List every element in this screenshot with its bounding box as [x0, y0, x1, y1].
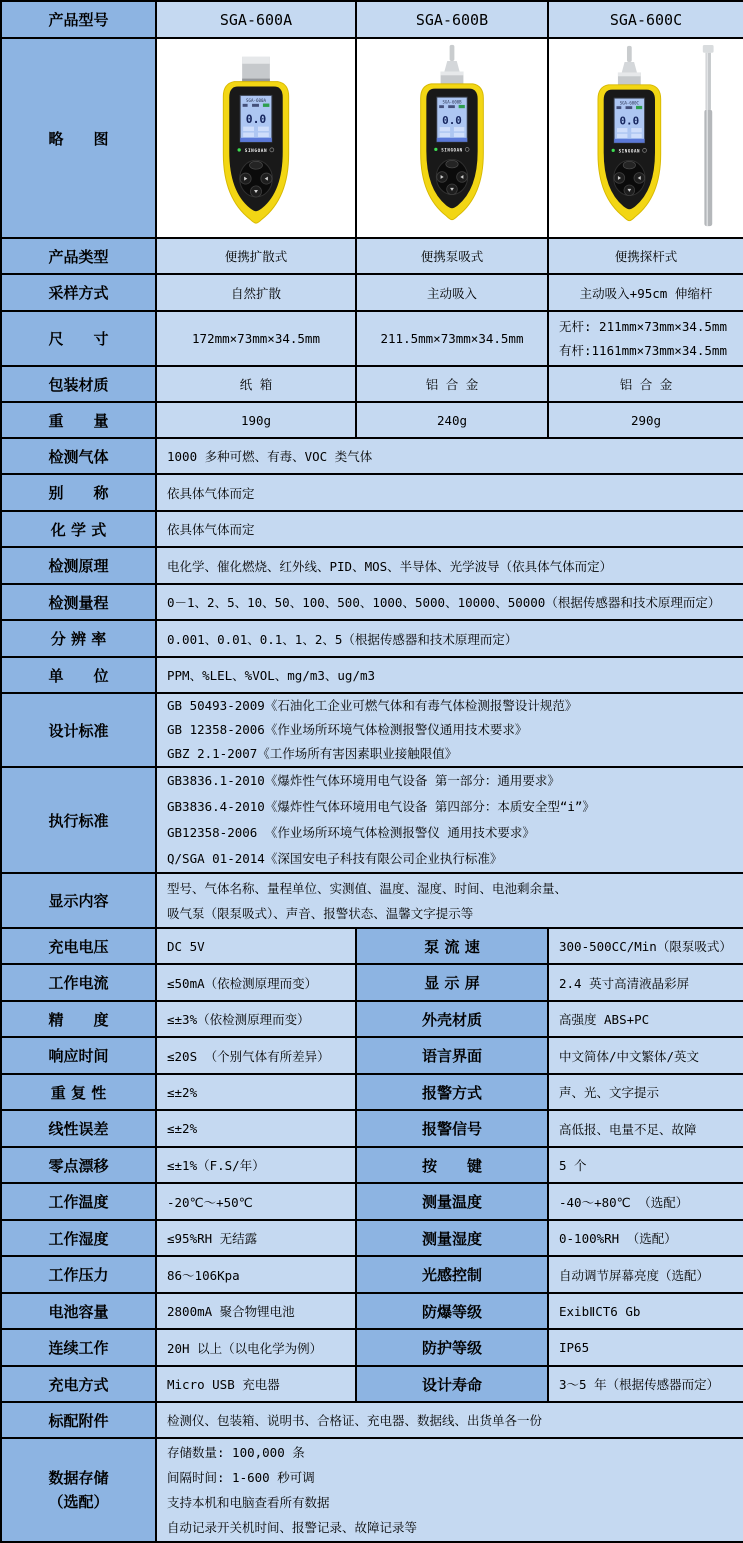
row-label: 设计标准 — [1, 693, 156, 767]
cell-value: PPM、%LEL、%VOL、mg/m3、ug/m3 — [156, 657, 743, 693]
cell-value: 172mm×73mm×34.5mm — [156, 311, 356, 366]
row-sampling-method — [1, 274, 743, 311]
cell-value: 高低报、电量不足、故障 — [548, 1110, 743, 1147]
lcd-status-icons — [439, 105, 444, 108]
row-label: 工作压力 — [1, 1256, 156, 1293]
row-working-temp-measure-temp — [1, 1183, 743, 1220]
cell-value: 铝 合 金 — [356, 366, 548, 402]
brand-label: SINGOAN — [618, 148, 641, 154]
row-working-pressure-light-control — [1, 1256, 743, 1293]
status-led — [237, 148, 240, 151]
row-label: 显示内容 — [1, 873, 156, 928]
pump-probe — [441, 45, 464, 85]
cell-value: 主动吸入+95cm 伸缩杆 — [548, 274, 743, 311]
row-label: 设计寿命 — [356, 1366, 548, 1402]
storage-line: 间隔时间: 1-600 秒可调 — [167, 1470, 315, 1485]
dimension-line: 无杆: 211mm×73mm×34.5mm — [559, 318, 727, 334]
row-label: 连续工作 — [1, 1329, 156, 1366]
row-label: 充电方式 — [1, 1366, 156, 1402]
device-image-sga-600b — [357, 39, 547, 237]
row-label: 显 示 屏 — [356, 964, 548, 1001]
row-label: 重 复 性 — [1, 1074, 156, 1110]
cell-value: 211.5mm×73mm×34.5mm — [356, 311, 548, 366]
row-label: 充电电压 — [1, 928, 156, 964]
cell-value: 20H 以上（以电化学为例） — [156, 1329, 356, 1366]
menu-button-icon — [250, 161, 263, 169]
storage-label-line: （选配） — [48, 1493, 109, 1511]
svg-text:SGA-600B: SGA-600B — [442, 99, 462, 105]
battery-icon — [263, 104, 269, 107]
device-image-sga-600c — [550, 39, 742, 237]
device-image-sga-600a — [157, 39, 355, 237]
cell-value: 290g — [548, 402, 743, 438]
cell-value — [156, 873, 743, 928]
lcd-reading: 0.0 — [619, 114, 640, 128]
cell-value: 电化学、催化燃烧、红外线、PID、MOS、半导体、光学波导（依具体气体而定） — [156, 547, 743, 584]
cell-value: 声、光、文字提示 — [548, 1074, 743, 1110]
row-label: 报警信号 — [356, 1110, 548, 1147]
model-c: SGA-600C — [548, 1, 743, 38]
cell-value: 铝 合 金 — [548, 366, 743, 402]
row-alias — [1, 474, 743, 511]
row-detection-range — [1, 584, 743, 620]
cell-value: 0-100%RH （选配） — [548, 1220, 743, 1256]
lcd-status-icons — [617, 106, 622, 109]
cell-value: -40～+80℃ （选配） — [548, 1183, 743, 1220]
row-label: 执行标准 — [1, 767, 156, 873]
cell-value — [156, 693, 743, 767]
row-label: 包装材质 — [1, 366, 156, 402]
row-label: 泵 流 速 — [356, 928, 548, 964]
row-zero-drift-keys — [1, 1147, 743, 1183]
sketch-cell-b — [356, 38, 548, 238]
row-label: 工作电流 — [1, 964, 156, 1001]
battery-icon — [636, 106, 642, 109]
lcd-screen — [437, 97, 467, 142]
sensor-cap — [242, 57, 270, 82]
battery-icon — [459, 105, 465, 108]
cell-value: 0－1、2、5、10、50、100、500、1000、5000、10000、50000（根据传感器和技术原理而定） — [156, 584, 743, 620]
storage-line: 存储数量: 100,000 条 — [167, 1445, 305, 1460]
row-detected-gas — [1, 438, 743, 474]
cell-value: 便携探杆式 — [548, 238, 743, 274]
lcd-status-icons — [243, 104, 248, 107]
cell-value: 自然扩散 — [156, 274, 356, 311]
row-label: 化 学 式 — [1, 511, 156, 547]
row-working-current-display — [1, 964, 743, 1001]
cell-value: 2800mA 聚合物锂电池 — [156, 1293, 356, 1329]
row-packing-material — [1, 366, 743, 402]
menu-button-icon — [446, 160, 458, 168]
standard-line: GB 12358-2006《作业场所环境气体检测报警仪通用技术要求》 — [167, 722, 528, 737]
status-led — [612, 149, 615, 152]
cell-value: -20℃～+50℃ — [156, 1183, 356, 1220]
cell-value: 190g — [156, 402, 356, 438]
row-label: 产品类型 — [1, 238, 156, 274]
cell-value: ≤95%RH 无结露 — [156, 1220, 356, 1256]
cell-value: 240g — [356, 402, 548, 438]
row-label: 单 位 — [1, 657, 156, 693]
lcd-reading: 0.0 — [245, 112, 267, 127]
cell-value: 自动调节屏幕亮度（选配） — [548, 1256, 743, 1293]
row-dimensions — [1, 311, 743, 366]
row-design-standard — [1, 693, 743, 767]
row-detection-principle — [1, 547, 743, 584]
cell-value: 1000 多种可燃、有毒、VOC 类气体 — [156, 438, 743, 474]
row-label: 防爆等级 — [356, 1293, 548, 1329]
row-label: 响应时间 — [1, 1037, 156, 1074]
row-label: 重 量 — [1, 402, 156, 438]
sketch-cell-a — [156, 38, 356, 238]
row-battery-explosion-proof — [1, 1293, 743, 1329]
dimension-line: 有杆:1161mm×73mm×34.5mm — [559, 342, 727, 358]
storage-line: 支持本机和电脑查看所有数据 — [167, 1495, 330, 1510]
row-label: 报警方式 — [356, 1074, 548, 1110]
row-weight — [1, 402, 743, 438]
row-resolution — [1, 620, 743, 657]
row-label: 按 键 — [356, 1147, 548, 1183]
row-label: 外壳材质 — [356, 1001, 548, 1037]
row-label: 电池容量 — [1, 1293, 156, 1329]
cell-value: ≤±2% — [156, 1110, 356, 1147]
cell-value — [156, 767, 743, 873]
header-row — [1, 1, 743, 38]
status-led — [434, 148, 437, 151]
row-chemical-formula — [1, 511, 743, 547]
row-label: 线性误差 — [1, 1110, 156, 1147]
row-product-type — [1, 238, 743, 274]
menu-button-icon — [623, 161, 635, 169]
row-linearity-alarm-signal — [1, 1110, 743, 1147]
cell-value: ≤±3%（依检测原理而变） — [156, 1001, 356, 1037]
standard-line: GBZ 2.1-2007《工作场所有害因素职业接触限值》 — [167, 746, 458, 761]
standard-line: Q/SGA 01-2014《深国安电子科技有限公司企业执行标准》 — [167, 851, 503, 866]
cell-value: 300-500CC/Min（限泵吸式） — [548, 928, 743, 964]
header-label: 产品型号 — [1, 1, 156, 38]
row-label: 检测原理 — [1, 547, 156, 584]
row-label: 精 度 — [1, 1001, 156, 1037]
brand-label: SINGOAN — [441, 147, 463, 153]
cell-value: 便携泵吸式 — [356, 238, 548, 274]
cell-value — [156, 1438, 743, 1542]
cell-value: 中文简体/中文繁体/英文 — [548, 1037, 743, 1074]
cell-value: 0.001、0.01、0.1、1、2、5（根据传感器和技术原理而定） — [156, 620, 743, 657]
cell-value: ≤20S （个别气体有所差异） — [156, 1037, 356, 1074]
row-label: 分 辨 率 — [1, 620, 156, 657]
display-line: 型号、气体名称、量程单位、实测值、温度、湿度、时间、电池剩余量、 — [167, 880, 568, 896]
row-label: 检测量程 — [1, 584, 156, 620]
cell-value: 依具体气体而定 — [156, 474, 743, 511]
row-label: 尺 寸 — [1, 311, 156, 366]
storage-label-line: 数据存储 — [48, 1469, 109, 1487]
cell-value: 纸 箱 — [156, 366, 356, 402]
row-label: 采样方式 — [1, 274, 156, 311]
row-charge-voltage-pump-flow — [1, 928, 743, 964]
lcd-screen — [614, 98, 644, 143]
row-response-time-language — [1, 1037, 743, 1074]
keypad — [436, 159, 467, 194]
standard-line: GB12358-2006 《作业场所环境气体检测报警仪 通用技术要求》 — [167, 825, 535, 840]
row-label: 测量温度 — [356, 1183, 548, 1220]
row-label: 光感控制 — [356, 1256, 548, 1293]
sketch-label: 略 图 — [1, 38, 156, 238]
row-exec-standard — [1, 767, 743, 873]
cell-value: ≤±1%（F.S/年） — [156, 1147, 356, 1183]
row-label: 语言界面 — [356, 1037, 548, 1074]
sketch-row — [1, 38, 743, 238]
row-display-content — [1, 873, 743, 928]
cell-value: 3～5 年（根据传感器而定） — [548, 1366, 743, 1402]
row-label: 标配附件 — [1, 1402, 156, 1438]
row-label: 别 称 — [1, 474, 156, 511]
cell-value: 依具体气体而定 — [156, 511, 743, 547]
row-working-humidity-measure-humidity — [1, 1220, 743, 1256]
row-label: 零点漂移 — [1, 1147, 156, 1183]
model-b: SGA-600B — [356, 1, 548, 38]
row-label: 工作温度 — [1, 1183, 156, 1220]
cell-value: Micro USB 充电器 — [156, 1366, 356, 1402]
lcd-reading: 0.0 — [442, 113, 462, 127]
cell-value: 主动吸入 — [356, 274, 548, 311]
cell-value: ≤50mA（依检测原理而变） — [156, 964, 356, 1001]
lcd-screen — [240, 95, 272, 142]
cell-value: ≤±2% — [156, 1074, 356, 1110]
model-a: SGA-600A — [156, 1, 356, 38]
row-label — [1, 1438, 156, 1542]
keypad — [614, 160, 645, 195]
cell-value — [548, 311, 743, 366]
pump-probe — [618, 46, 641, 86]
telescopic-rod-image — [703, 45, 714, 226]
row-accessories — [1, 1402, 743, 1438]
cell-value: ExibⅡCT6 Gb — [548, 1293, 743, 1329]
keypad — [240, 160, 273, 197]
row-label: 工作湿度 — [1, 1220, 156, 1256]
row-data-storage — [1, 1438, 743, 1542]
row-repeatability-alarm-mode — [1, 1074, 743, 1110]
row-charging-method-design-life — [1, 1366, 743, 1402]
cell-value: 检测仪、包装箱、说明书、合格证、充电器、数据线、出货单各一份 — [156, 1402, 743, 1438]
standard-line: GB3836.1-2010《爆炸性气体环境用电气设备 第一部分：通用要求》 — [167, 773, 560, 788]
row-continuous-work-protection — [1, 1329, 743, 1366]
row-label: 防护等级 — [356, 1329, 548, 1366]
row-label: 检测气体 — [1, 438, 156, 474]
storage-line: 自动记录开关机时间、报警记录、故障记录等 — [167, 1520, 418, 1535]
cell-value: IP65 — [548, 1329, 743, 1366]
cell-value: 2.4 英寸高清液晶彩屏 — [548, 964, 743, 1001]
cell-value: 高强度 ABS+PC — [548, 1001, 743, 1037]
cell-value: 86～106Kpa — [156, 1256, 356, 1293]
cell-value: 便携扩散式 — [156, 238, 356, 274]
row-label: 测量湿度 — [356, 1220, 548, 1256]
row-units — [1, 657, 743, 693]
row-accuracy-shell — [1, 1001, 743, 1037]
standard-line: GB3836.4-2010《爆炸性气体环境用电气设备 第四部分：本质安全型“i”》 — [167, 799, 595, 814]
sketch-cell-c — [548, 38, 743, 238]
display-line: 吸气泵（限泵吸式）、声音、报警状态、温馨文字提示等 — [167, 905, 474, 921]
cell-value: 5 个 — [548, 1147, 743, 1183]
svg-text:SGA-600A: SGA-600A — [246, 97, 266, 103]
svg-text:SGA-600C: SGA-600C — [619, 100, 639, 106]
cell-value: DC 5V — [156, 928, 356, 964]
brand-label: SINGOAN — [244, 148, 268, 154]
standard-line: GB 50493-2009《石油化工企业可燃气体和有毒气体检测报警设计规范》 — [167, 698, 578, 713]
